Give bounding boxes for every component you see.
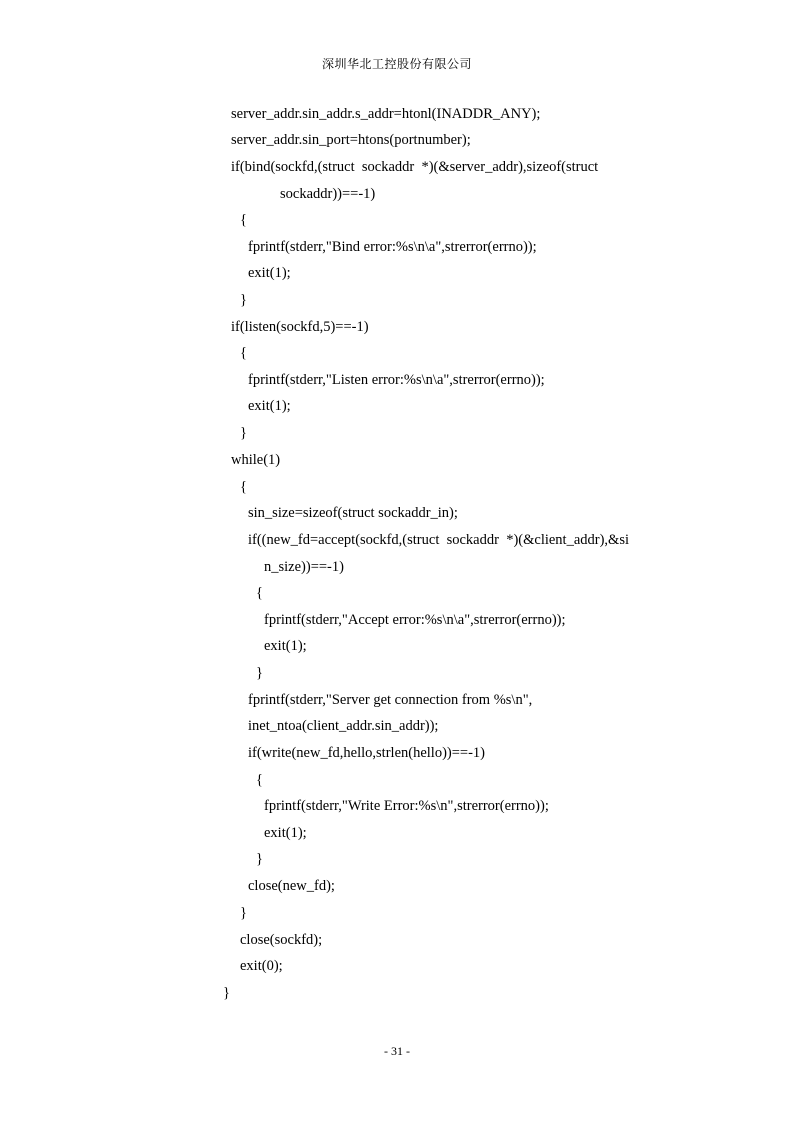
page-number: - 31 - [384, 1044, 410, 1058]
code-line: if(bind(sockfd,(struct sockaddr *)(&server_addr),sizeof(struct [231, 159, 599, 175]
code-line: sockaddr))==-1) [280, 186, 376, 202]
code-line: fprintf(stderr,"Bind error:%s\n\a",strerror(errno)); [248, 239, 537, 255]
code-line: { [240, 212, 247, 228]
code-line: fprintf(stderr,"Listen error:%s\n\a",strerror(errno)); [248, 372, 545, 388]
code-line: close(sockfd); [240, 932, 323, 948]
code-line: server_addr.sin_port=htons(portnumber); [231, 132, 471, 148]
code-line: exit(1); [248, 265, 291, 281]
code-line: fprintf(stderr,"Write Error:%s\n",strerror(errno)); [264, 798, 549, 814]
code-line: { [240, 345, 247, 361]
code-line: } [256, 665, 263, 681]
code-line: fprintf(stderr,"Accept error:%s\n\a",strerror(errno)); [264, 612, 566, 628]
code-line: exit(1); [248, 398, 291, 414]
code-line: exit(1); [264, 638, 307, 654]
code-line: if((new_fd=accept(sockfd,(struct sockaddr *)(&client_addr),&si [248, 532, 630, 548]
code-line: sin_size=sizeof(struct sockaddr_in); [248, 505, 458, 521]
code-line: fprintf(stderr,"Server get connection from %s\n", [248, 692, 533, 708]
code-line: if(listen(sockfd,5)==-1) [231, 319, 369, 335]
code-line: { [256, 585, 263, 601]
code-line: } [240, 425, 247, 441]
code-line: exit(1); [264, 825, 307, 841]
code-line: n_size))==-1) [264, 559, 344, 575]
code-line: if(write(new_fd,hello,strlen(hello))==-1) [248, 745, 485, 761]
code-line: } [240, 292, 247, 308]
code-line: while(1) [231, 452, 281, 468]
code-line: } [256, 851, 263, 867]
code-line: server_addr.sin_addr.s_addr=htonl(INADDR_ANY); [231, 106, 541, 122]
code-line: exit(0); [240, 958, 283, 974]
code-line: { [240, 479, 247, 495]
page-header-company: 深圳华北工控股份有限公司 [321, 57, 472, 71]
code-line: { [256, 772, 263, 788]
code-line: close(new_fd); [248, 878, 335, 894]
code-line: } [223, 985, 230, 1001]
code-line: inet_ntoa(client_addr.sin_addr)); [248, 718, 439, 734]
code-line: } [240, 905, 247, 921]
